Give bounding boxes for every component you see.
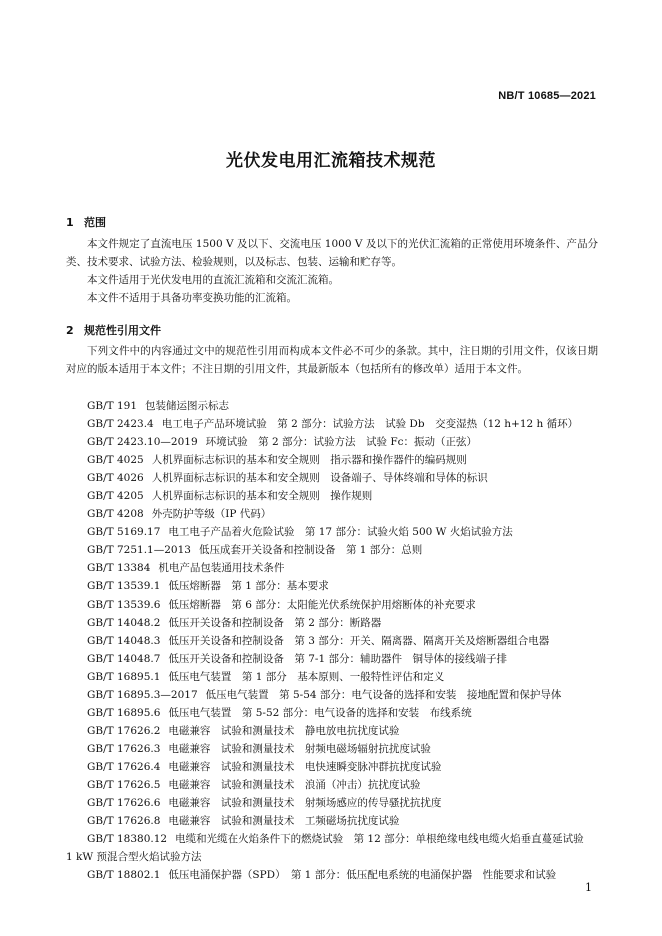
reference-item (66, 415, 598, 433)
reference-title: 外壳防护等级（IP 代码） (151, 508, 272, 521)
section-2-body (66, 342, 598, 378)
reference-code: GB/T 4208 (87, 508, 144, 521)
reference-title: 电磁兼容 试验和测量技术 静电放电抗扰度试验 (168, 724, 400, 737)
reference-title: 电磁兼容 试验和测量技术 射频电磁场辐射抗扰度试验 (168, 742, 431, 755)
reference-item (66, 686, 598, 704)
paragraph: 本文件规定了直流电压 1500 V 及以下、交流电压 1000 V 及以下的光伏汇流箱的正常使用环境条件、产品分类、技术要求、试验方法、检验规则，以及标志、包装、运输和贮存等。 (66, 238, 598, 268)
reference-list (66, 397, 598, 884)
reference-title: 电磁兼容 试验和测量技术 工频磁场抗扰度试验 (168, 815, 400, 828)
reference-code: GB/T 16895.1 (87, 670, 161, 683)
reference-title: 环境试验 第 2 部分：试验方法 试验 Fc：振动（正弦） (205, 436, 477, 449)
reference-title: 机电产品包装通用技术条件 (158, 562, 285, 575)
reference-title: 电工电子产品环境试验 第 2 部分：试验方法 试验 Db 交变湿热（12 h+12 h 循环） (161, 418, 579, 431)
reference-code: GB/T 16895.6 (87, 706, 161, 719)
standard-number: NB/T 10685—2021 (498, 90, 596, 102)
reference-title: 人机界面标志标识的基本和安全规则 设备端子、导体终端和导体的标识 (151, 472, 488, 485)
reference-item (66, 523, 598, 541)
reference-title: 低压电气装置 第 5-54 部分：电气设备的选择和安装 接地配置和保护导体 (205, 688, 562, 701)
reference-code: GB/T 13539.6 (87, 598, 161, 611)
reference-item (66, 830, 598, 866)
reference-item (66, 577, 598, 595)
reference-code: GB/T 16895.3—2017 (87, 688, 198, 701)
reference-code: GB/T 4025 (87, 454, 144, 467)
paragraph: 本文件适用于光伏发电用的直流汇流箱和交流汇流箱。 (87, 274, 339, 286)
reference-code: GB/T 14048.7 (87, 652, 161, 665)
reference-item (66, 776, 598, 794)
reference-item (66, 722, 598, 740)
reference-code: GB/T 5169.17 (87, 526, 161, 539)
section-number: 2 (66, 324, 74, 337)
reference-title: 电磁兼容 试验和测量技术 射频场感应的传导骚扰抗扰度 (168, 797, 442, 810)
reference-item (66, 812, 598, 830)
reference-code: GB/T 2423.4 (87, 418, 154, 431)
reference-title: 包装储运图示标志 (145, 400, 230, 412)
reference-title: 低压开关设备和控制设备 第 3 部分：开关、隔离器、隔离开关及熔断器组合电器 (168, 634, 550, 647)
reference-code: GB/T 7251.1—2013 (87, 544, 191, 557)
reference-code: GB/T 14048.2 (87, 616, 161, 629)
reference-item (66, 541, 598, 559)
reference-code: GB/T 18380.12 (87, 833, 168, 846)
reference-item (66, 451, 598, 469)
reference-item (66, 758, 598, 776)
reference-code: GB/T 14048.3 (87, 634, 161, 647)
reference-title: 低压电气装置 第 5-52 部分：电气设备的选择和安装 布线系统 (168, 706, 472, 719)
reference-title: 电缆和光缆在火焰条件下的燃烧试验 第 12 部分：单根绝缘电线电缆火焰垂直蔓延试验 1 kW 预混合型火焰试验方法 (66, 833, 595, 864)
section-1-body (66, 235, 598, 307)
reference-item (66, 866, 598, 884)
reference-title: 低压开关设备和控制设备 第 7-1 部分：辅助器件 铜导体的接线端子排 (168, 652, 507, 665)
reference-item (66, 487, 598, 505)
reference-title: 低压成套开关设备和控制设备 第 1 部分：总则 (198, 544, 423, 557)
reference-code: GB/T 4026 (87, 472, 144, 485)
reference-item (66, 614, 598, 632)
paragraph: 本文件不适用于具备功率变换功能的汇流箱。 (87, 292, 297, 304)
page-number: 1 (585, 881, 592, 894)
reference-code: GB/T 17626.4 (87, 760, 161, 773)
section-title: 范围 (84, 216, 106, 229)
reference-item (66, 397, 598, 415)
reference-title: 低压电气装置 第 1 部分 基本原则、一般特性评估和定义 (168, 670, 445, 683)
reference-title: 人机界面标志标识的基本和安全规则 指示器和操作器件的编码规则 (151, 454, 467, 467)
reference-item (66, 794, 598, 812)
section-2-heading (66, 322, 161, 338)
reference-code: GB/T 13539.1 (87, 580, 161, 593)
reference-code: GB/T 17626.6 (87, 797, 161, 810)
reference-code: GB/T 191 (87, 400, 138, 412)
reference-code: GB/T 13384 (87, 562, 151, 575)
reference-item (66, 559, 598, 577)
reference-item (66, 433, 598, 451)
reference-code: GB/T 17626.8 (87, 815, 161, 828)
reference-code: GB/T 2423.10—2019 (87, 436, 198, 449)
reference-title: 人机界面标志标识的基本和安全规则 操作规则 (151, 490, 373, 503)
reference-code: GB/T 4205 (87, 490, 144, 503)
reference-item (66, 740, 598, 758)
reference-title: 电工电子产品着火危险试验 第 17 部分：试验火焰 500 W 火焰试验方法 (168, 526, 513, 539)
reference-item (66, 632, 598, 650)
reference-title: 低压熔断器 第 1 部分：基本要求 (168, 580, 329, 593)
reference-title: 低压电涌保护器（SPD） 第 1 部分：低压配电系统的电涌保护器 性能要求和试验 (168, 869, 557, 882)
section-title: 规范性引用文件 (84, 324, 161, 337)
reference-item (66, 668, 598, 686)
reference-title: 低压熔断器 第 6 部分：太阳能光伏系统保护用熔断体的补充要求 (168, 598, 476, 611)
reference-title: 电磁兼容 试验和测量技术 电快速瞬变脉冲群抗扰度试验 (168, 760, 442, 773)
reference-code: GB/T 17626.5 (87, 778, 161, 791)
reference-item (66, 704, 598, 722)
reference-item (66, 596, 598, 614)
reference-code: GB/T 18802.1 (87, 869, 161, 882)
section-1-heading (66, 214, 106, 230)
reference-item (66, 650, 598, 668)
reference-code: GB/T 17626.3 (87, 742, 161, 755)
reference-code: GB/T 17626.2 (87, 724, 161, 737)
document-title: 光伏发电用汇流箱技术规范 (226, 151, 436, 171)
reference-title: 低压开关设备和控制设备 第 2 部分：断路器 (168, 616, 382, 629)
reference-title: 电磁兼容 试验和测量技术 浪涌（冲击）抗扰度试验 (168, 778, 421, 791)
paragraph: 下列文件中的内容通过文中的规范性引用而构成本文件必不可少的条款。其中，注日期的引用文件，仅该日期对应的版本适用于本文件；不注日期的引用文件，其最新版本（包括所有的修改单）适用于本文件。 (66, 345, 598, 375)
reference-item (66, 505, 598, 523)
reference-item (66, 469, 598, 487)
section-number: 1 (66, 216, 74, 229)
